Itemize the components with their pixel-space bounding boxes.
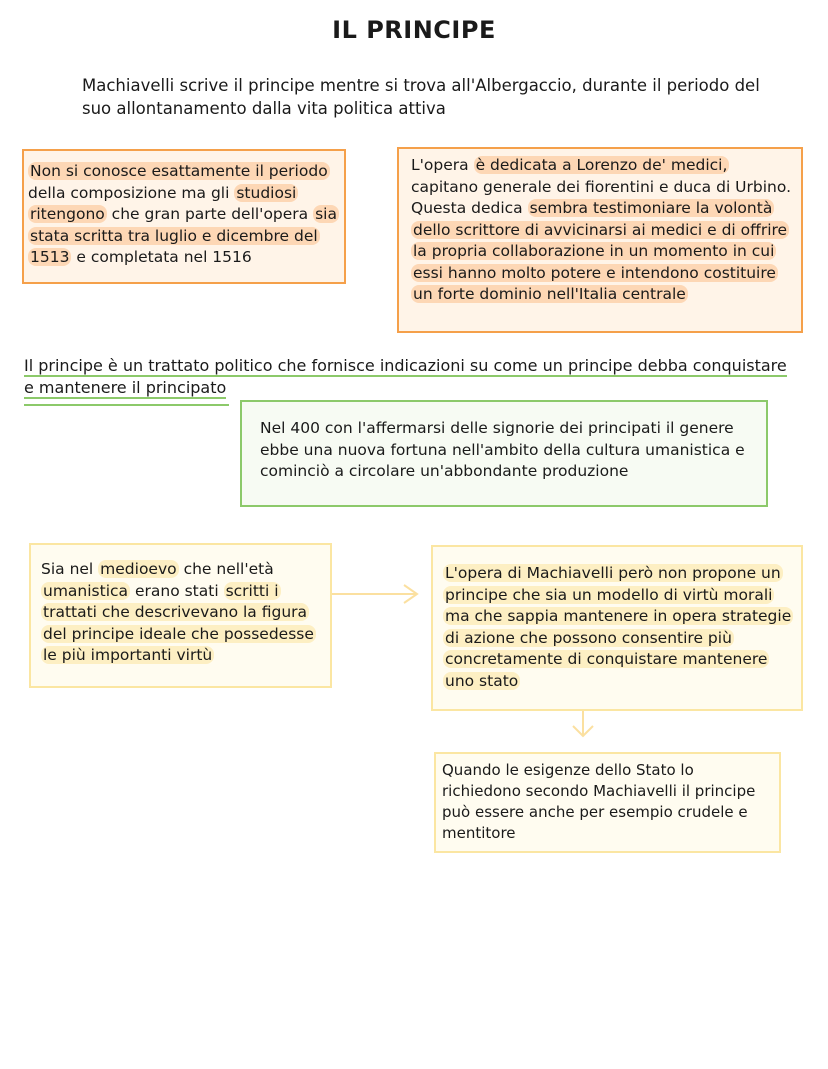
composition-text: Non si conosce esattamente il periodo della composizione ma gli studiosi ritengono che gran parte dell'opera sia stata scritta tra luglio e dicembre del 1513 e completata nel 1516: [28, 162, 337, 266]
signorie-box: [240, 400, 768, 507]
medioevo-box: [29, 543, 332, 688]
page-title: IL PRINCIPE: [332, 16, 496, 44]
definition-text: Il principe è un trattato politico che fornisce indicazioni su come un principe debba conquistare e mantenere il principato: [24, 356, 787, 397]
dedication-box: [397, 147, 803, 333]
machiavelli-box: [431, 545, 803, 711]
dedication-text: L'opera è dedicata a Lorenzo de' medici, capitano generale dei fiorentini e duca di Urbino. Questa dedica sembra testimoniare la volontà dello scrittore di avvicinarsi ai medici e di offrire la propria collaborazione in un momento in cui essi hanno molto potere e intendono costituire un forte dominio nell'Italia centrale: [411, 156, 792, 303]
machiavelli-text: L'opera di Machiavelli però non propone un principe che sia un modello di virtù morali ma che sappia mantenere in opera strategie di azione che possono consentire più concretamente di conquistare mantenere uno stato: [445, 564, 792, 690]
intro-text: Machiavelli scrive il principe mentre si trova all'Albergaccio, durante il periodo del suo allontanamento dalla vita politica attiva: [82, 76, 760, 118]
state-box: [434, 752, 781, 853]
down-arrow-icon: [571, 711, 595, 739]
medioevo-text: Sia nel medioevo che nell'età umanistica erano stati scritti i trattati che descrivevano la figura del principe ideale che possedesse le più importanti virtù: [41, 560, 314, 664]
right-arrow-icon: [332, 584, 422, 604]
definition-underline: [24, 404, 229, 406]
state-text: Quando le esigenze dello Stato lo richiedono secondo Machiavelli il principe può essere anche per esempio crudele e mentitore: [442, 761, 756, 842]
composition-box: [22, 149, 346, 284]
signorie-text: Nel 400 con l'affermarsi delle signorie dei principati il genere ebbe una nuova fortuna nell'ambito della cultura umanistica e cominciò a circolare un'abbondante produzione: [260, 419, 745, 480]
